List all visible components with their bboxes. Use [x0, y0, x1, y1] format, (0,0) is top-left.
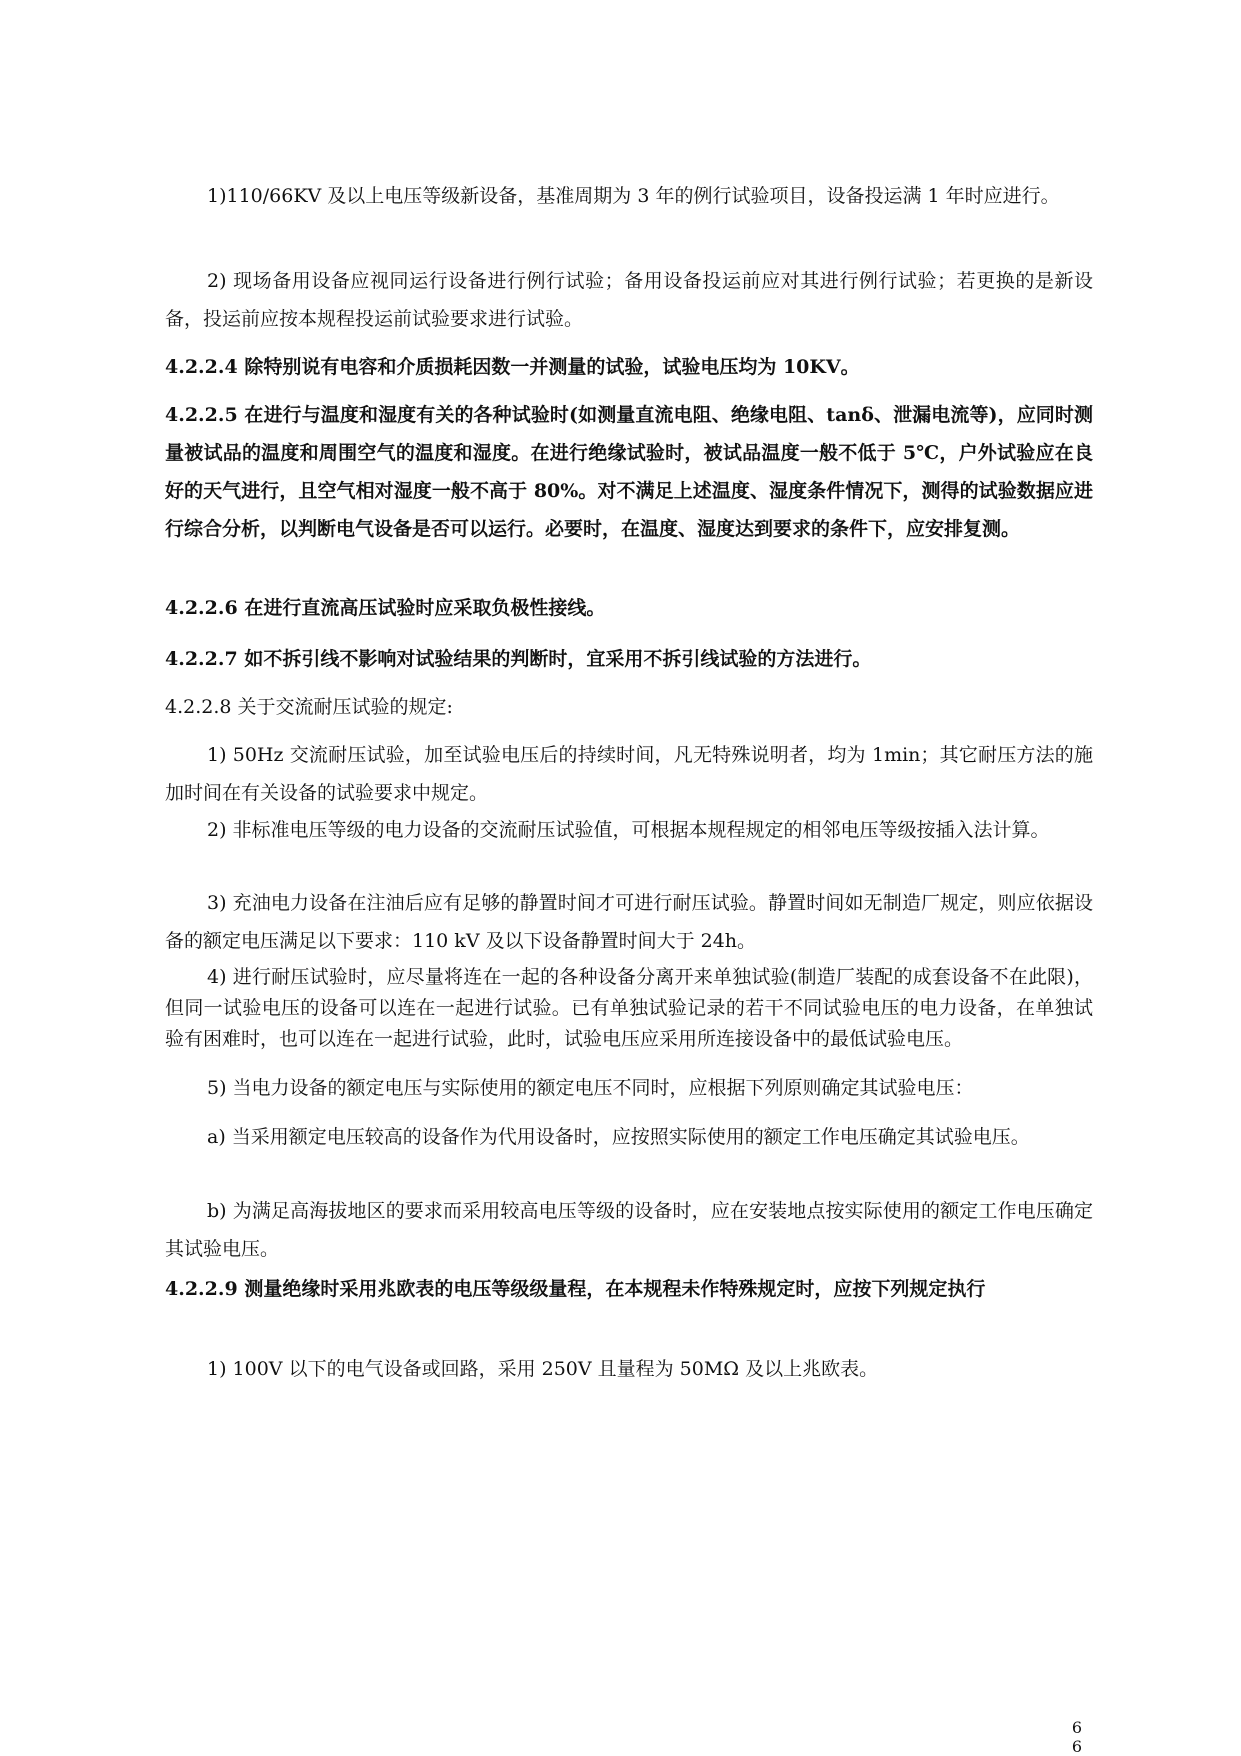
- paragraph-ac-5: 5) 当电力设备的额定电压与实际使用的额定电压不同时，应根据下列原则确定其试验电压：: [207, 1077, 974, 1099]
- clause-4-2-2-8: 4.2.2.8 关于交流耐压试验的规定:: [165, 696, 453, 718]
- clause-4-2-2-5: 4.2.2.5 在进行与温度和湿度有关的各种试验时(如测量直流电阻、绝缘电阻、tanδ、泄漏电流等)，应同时测量被试品的温度和周围空气的温度和湿度。在进行绝缘试验时，被试品温度一般不低于 5℃，户外试验应在良好的天气进行，且空气相对湿度一般不高于 80%。对不满足上述温度、湿度条件情况下，测得的试验数据应进行综合分析，以判断电气设备是否可以运行。必要时，在温度、湿度达到要求的条件下，应安排复测。: [165, 404, 1093, 540]
- clause-4-2-2-9: 4.2.2.9 测量绝缘时采用兆欧表的电压等级级量程，在本规程未作特殊规定时，应按下列规定执行: [165, 1278, 986, 1300]
- paragraph-2: 2) 现场备用设备应视同运行设备进行例行试验；备用设备投运前应对其进行例行试验；若更换的是新设备，投运前应按本规程投运前试验要求进行试验。: [165, 270, 1093, 330]
- paragraph-1: 1)110/66KV 及以上电压等级新设备，基准周期为 3 年的例行试验项目，设备投运满 1 年时应进行。: [207, 185, 1060, 207]
- paragraph-ac-1: 1) 50Hz 交流耐压试验，加至试验电压后的持续时间，凡无特殊说明者，均为 1min；其它耐压方法的施加时间在有关设备的试验要求中规定。: [165, 744, 1093, 804]
- paragraph-ac-2: 2) 非标准电压等级的电力设备的交流耐压试验值，可根据本规程规定的相邻电压等级按插入法计算。: [207, 819, 1050, 841]
- paragraph-ac-4: 4) 进行耐压试验时，应尽量将连在一起的各种设备分离开来单独试验(制造厂装配的成套设备不在此限)，但同一试验电压的设备可以连在一起进行试验。已有单独试验记录的若干不同试验电压的电力设备，在单独试验有困难时，也可以连在一起进行试验，此时，试验电压应采用所连接设备中的最低试验电压。: [165, 966, 1093, 1050]
- paragraph-ac-5b: b) 为满足高海拔地区的要求而采用较高电压等级的设备时，应在安装地点按实际使用的额定工作电压确定其试验电压。: [165, 1200, 1093, 1260]
- paragraph-ac-3: 3) 充油电力设备在注油后应有足够的静置时间才可进行耐压试验。静置时间如无制造厂规定，则应依据设备的额定电压满足以下要求：110 kV 及以下设备静置时间大于 24h。: [165, 892, 1093, 952]
- clause-4-2-2-6: 4.2.2.6 在进行直流高压试验时应采取负极性接线。: [165, 597, 606, 619]
- clause-4-2-2-7: 4.2.2.7 如不拆引线不影响对试验结果的判断时，宜采用不拆引线试验的方法进行。: [165, 648, 872, 670]
- clause-4-2-2-4: 4.2.2.4 除特别说有电容和介质损耗因数一并测量的试验，试验电压均为 10KV。: [165, 356, 860, 378]
- paragraph-ac-5a: a) 当采用额定电压较高的设备作为代用设备时，应按照实际使用的额定工作电压确定其试验电压。: [207, 1126, 1030, 1148]
- paragraph-megger-1: 1) 100V 以下的电气设备或回路，采用 250V 且量程为 50MΩ 及以上兆欧表。: [207, 1358, 879, 1380]
- page-number: 66: [1071, 1718, 1083, 1756]
